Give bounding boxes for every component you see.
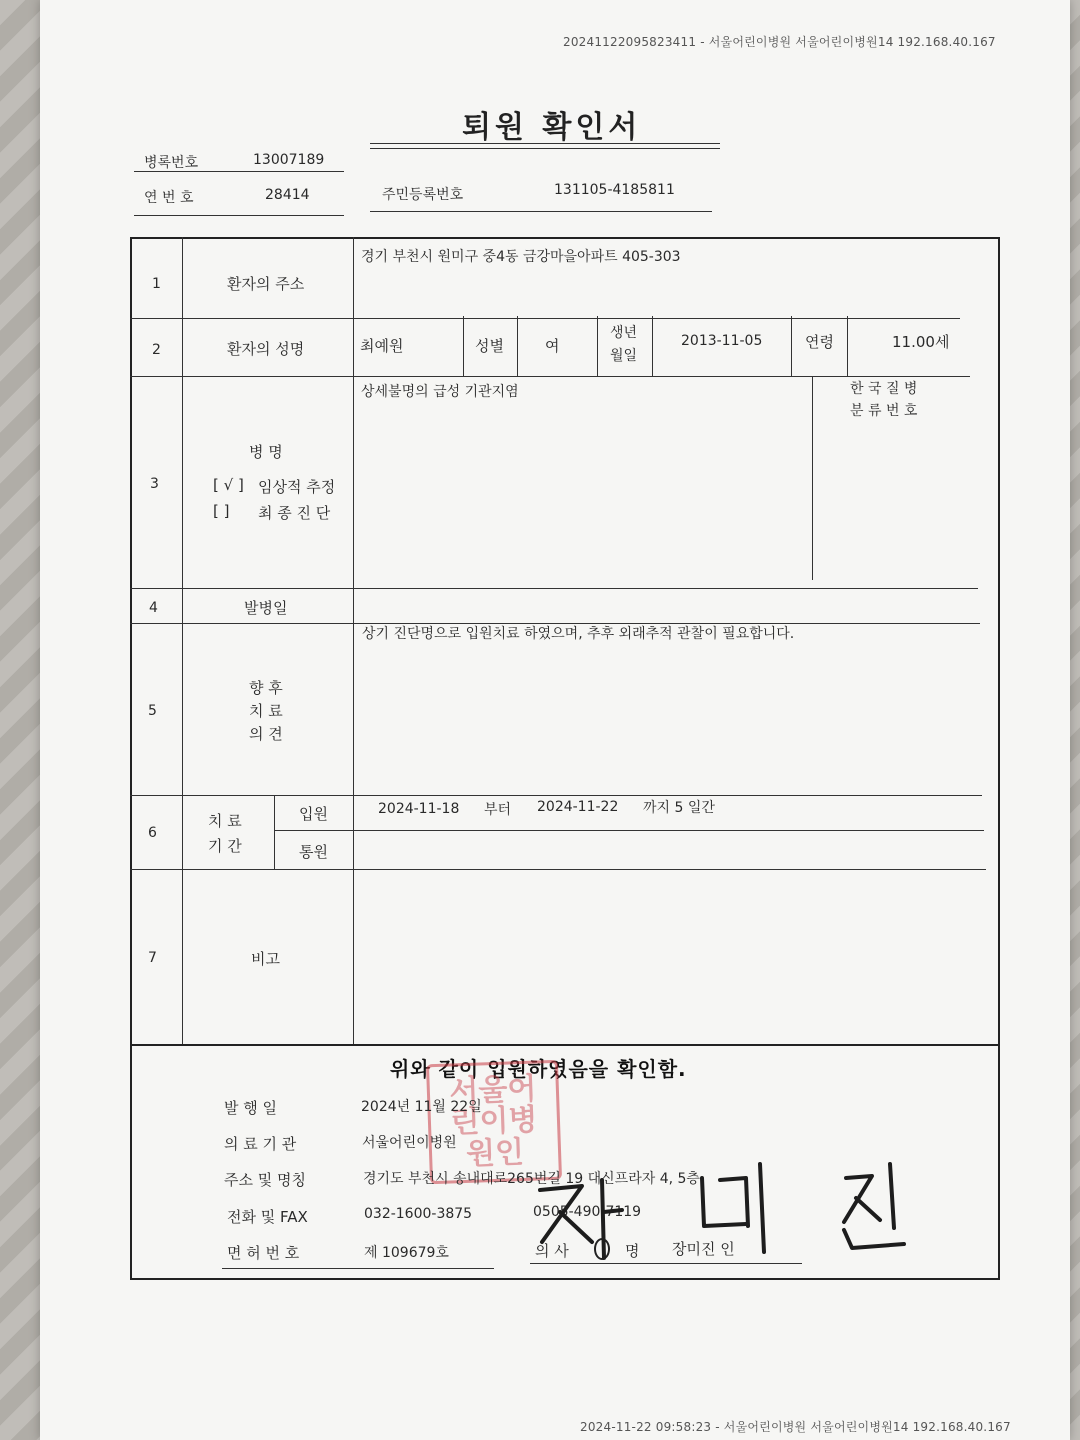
sex-label: 성별 [475,337,504,355]
resident-label: 주민등록번호 [382,187,464,203]
row-line-6 [130,869,986,870]
doctor-label-2: 명 [625,1242,640,1260]
row6-label-2: 기 간 [208,837,242,855]
inpatient-from-date: 2024-11-18 [378,801,460,817]
phone-value: 032-1600-3875 [364,1206,473,1222]
doctor-signature [520,1150,940,1260]
age-label: 연령 [805,333,834,351]
row-line-3 [130,588,978,589]
page-title: 퇴원 확인서 [462,110,642,145]
col-no-divider [182,237,183,1045]
hospital-seal-text: 서울어 린이병 원인 [448,1071,539,1172]
row2-no: 2 [152,342,161,358]
kcd-label-1: 한 국 질 병 [850,381,918,397]
doctor-label-1: 의 사 [535,1242,569,1260]
license-value: 제 109679호 [364,1245,449,1261]
diagnosis-option-clinical-bracket: [ √ ] [213,476,244,494]
serial-label: 연 번 호 [144,190,194,206]
row2-label: 환자의 성명 [227,340,305,358]
row5-label-1: 향 후 [249,679,283,697]
row3-no: 3 [150,476,159,492]
dob-label-1: 생년 [610,325,638,341]
inpatient-to-date: 2024-11-22 [537,799,619,815]
issue-label: 발 행 일 [224,1099,278,1117]
institution-name: 서울어린이병원 [362,1135,457,1151]
row-line-7 [130,1044,1000,1046]
treatment-opinion: 상기 진단명으로 입원치료 하였으며, 추후 외래추적 관찰이 필요합니다. [362,626,795,642]
doctor-underline [530,1263,802,1264]
phone-label: 전화 및 FAX [227,1208,308,1226]
inpatient-duration: 까지 5 일간 [643,800,715,816]
row6-no: 6 [148,825,157,841]
doctor-name: 장미진 인 [672,1240,735,1258]
institution-label: 의 료 기 관 [224,1135,297,1153]
address-label: 주소 및 명칭 [224,1171,306,1189]
serial-value: 28414 [265,187,310,203]
outpatient-label: 통원 [299,843,328,861]
dob-value: 2013-11-05 [681,333,763,349]
bottom-meta: 2024-11-22 09:58:23 - 서울어린이병원 서울어린이병원14 192.168.40.167 [580,1420,1011,1434]
diagnosis-value: 상세불명의 급성 기관지염 [361,384,519,400]
r2-divider-5 [791,316,792,376]
issue-date: 2024년 11월 22일 [361,1099,482,1115]
row-line-1 [130,318,960,319]
row6-label-1: 치 료 [208,812,242,830]
fax-value: 0505-490-7119 [533,1204,642,1220]
diagnosis-option-final: 최 종 진 단 [258,504,331,522]
r2-divider-3 [597,316,598,376]
kcd-label-2: 분 류 번 호 [850,403,918,419]
resident-underline [370,211,712,212]
row1-label: 환자의 주소 [227,275,305,293]
row-line-5 [130,795,982,796]
title-underline-1 [370,143,720,144]
row4-label: 발병일 [244,599,288,617]
col-label-divider [353,237,354,1045]
row7-no: 7 [148,950,157,966]
r2-divider-4 [652,316,653,376]
patient-name: 최예원 [360,337,404,355]
row-line-2 [130,376,970,377]
diagnosis-option-final-bracket: [ ] [213,502,230,520]
r3-kcd-divider [812,376,813,580]
hospital-address: 경기도 부천시 송내대로265번길 19 대신프라자 4, 5층 [363,1171,700,1187]
row5-no: 5 [148,703,157,719]
row3-label: 병 명 [249,443,283,461]
license-underline [222,1268,494,1269]
r2-divider-2 [517,316,518,376]
top-meta: 20241122095823411 - 서울어린이병원 서울어린이병원14 192.168.40.167 [563,35,996,49]
r6-divider [274,796,275,870]
r2-divider-6 [847,316,848,376]
record-underline [134,171,344,172]
resident-value: 131105-4185811 [554,182,675,198]
license-label: 면 허 번 호 [227,1244,300,1262]
row-line-6a [274,830,984,831]
row7-label: 비고 [251,950,280,968]
record-value: 13007189 [253,152,325,168]
r2-divider-1 [463,316,464,376]
serial-underline [134,215,344,216]
inpatient-from-word: 부터 [484,802,512,818]
sex-value: 여 [545,337,560,355]
age-value: 11.00세 [892,333,950,351]
row4-no: 4 [149,600,158,616]
title-underline-2 [370,148,720,149]
record-label: 병록번호 [144,155,199,171]
row5-label-3: 의 견 [249,725,283,743]
inpatient-label: 입원 [299,805,328,823]
confirm-statement: 위와 같이 입원하였음을 확인함. [390,1057,687,1081]
row1-no: 1 [152,276,161,292]
diagnosis-option-clinical: 임상적 추정 [258,478,336,496]
row5-label-2: 치 료 [249,702,283,720]
dob-label-2: 월일 [610,348,638,364]
patient-address: 경기 부천시 원미구 중4동 금강마을아파트 405-303 [361,249,681,265]
